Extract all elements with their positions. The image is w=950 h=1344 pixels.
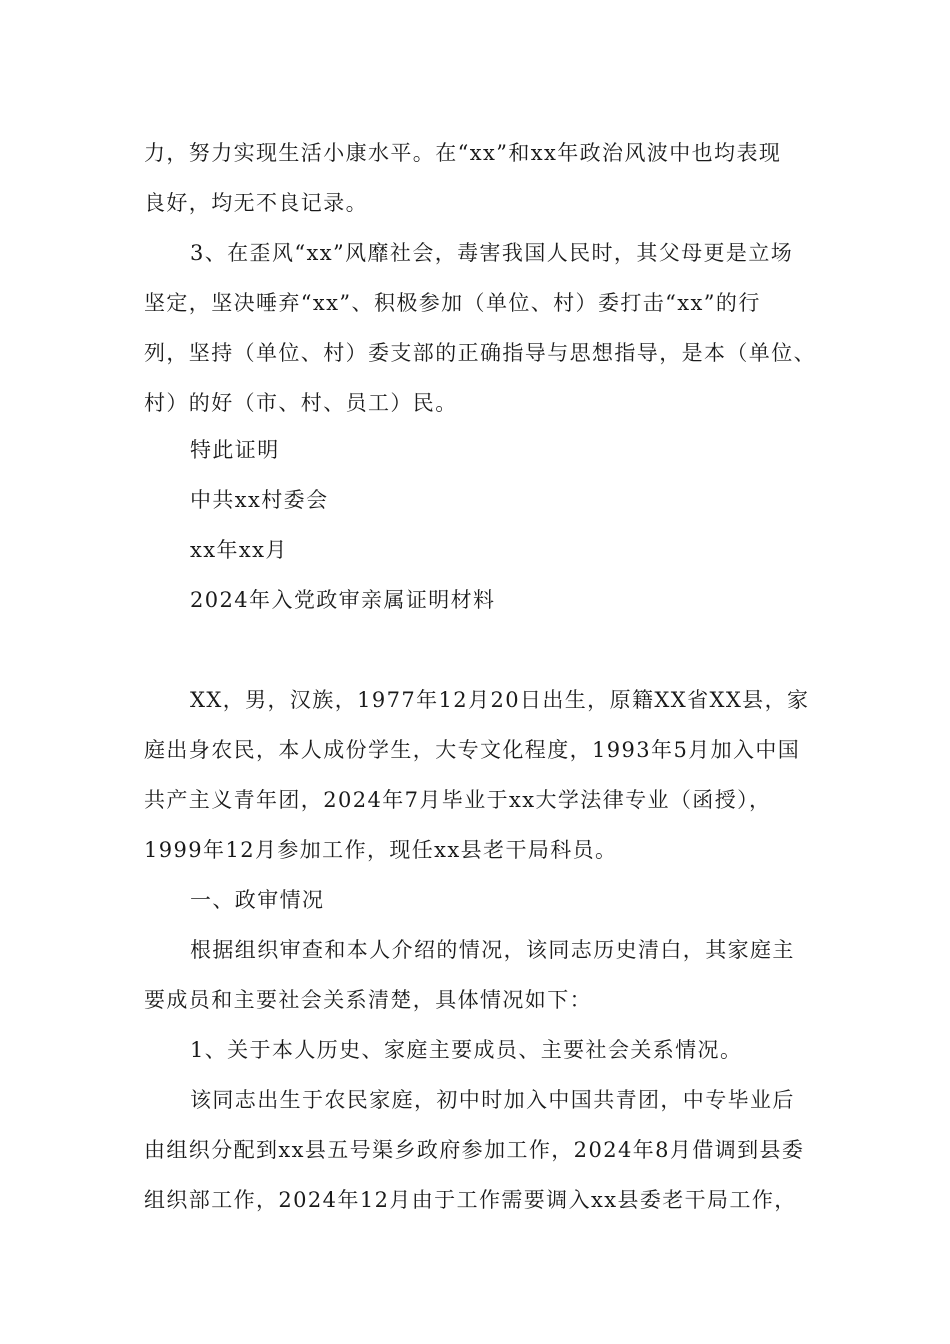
subsection-heading: 1、关于本人历史、家庭主要成员、主要社会关系情况。 [190, 1038, 743, 1062]
section-title: 2024年入党政审亲属证明材料 [190, 588, 496, 612]
section-heading: 一、政审情况 [190, 888, 325, 912]
issue-date: xx年xx月 [190, 538, 288, 562]
text-line: XX，男，汉族，1977年12月20日出生，原籍XX省XX县，家 [190, 688, 810, 712]
text-line: 由组织分配到xx县五号渠乡政府参加工作，2024年8月借调到县委 [144, 1138, 805, 1162]
text-line: 列，坚持（单位、村）委支部的正确指导与思想指导，是本（单位、 [144, 341, 816, 365]
text-line: 力，努力实现生活小康水平。在“xx”和xx年政治风波中也均表现 [144, 141, 782, 165]
closing-statement: 特此证明 [190, 438, 280, 462]
text-line: 根据组织审查和本人介绍的情况，该同志历史清白，其家庭主 [190, 938, 795, 962]
text-line: 组织部工作，2024年12月由于工作需要调入xx县委老干局工作， [144, 1188, 797, 1212]
text-line: 该同志出生于农民家庭，初中时加入中国共青团，中专毕业后 [190, 1088, 795, 1112]
text-line: 良好，均无不良记录。 [144, 191, 368, 215]
text-line: 1999年12月参加工作，现任xx县老干局科员。 [144, 838, 618, 862]
text-line: 要成员和主要社会关系清楚，具体情况如下： [144, 988, 592, 1012]
text-line: 庭出身农民，本人成份学生，大专文化程度，1993年5月加入中国 [144, 738, 801, 762]
text-line: 坚定，坚决唾弃“xx”、积极参加（单位、村）委打击“xx”的行 [144, 291, 761, 315]
issuer-name: 中共xx村委会 [190, 488, 329, 512]
text-line: 共产主义青年团，2024年7月毕业于xx大学法律专业（函授）， [144, 788, 772, 812]
text-line: 3、在歪风“xx”风靡社会，毒害我国人民时，其父母更是立场 [190, 241, 794, 265]
text-line: 村）的好（市、村、员工）民。 [144, 391, 458, 415]
